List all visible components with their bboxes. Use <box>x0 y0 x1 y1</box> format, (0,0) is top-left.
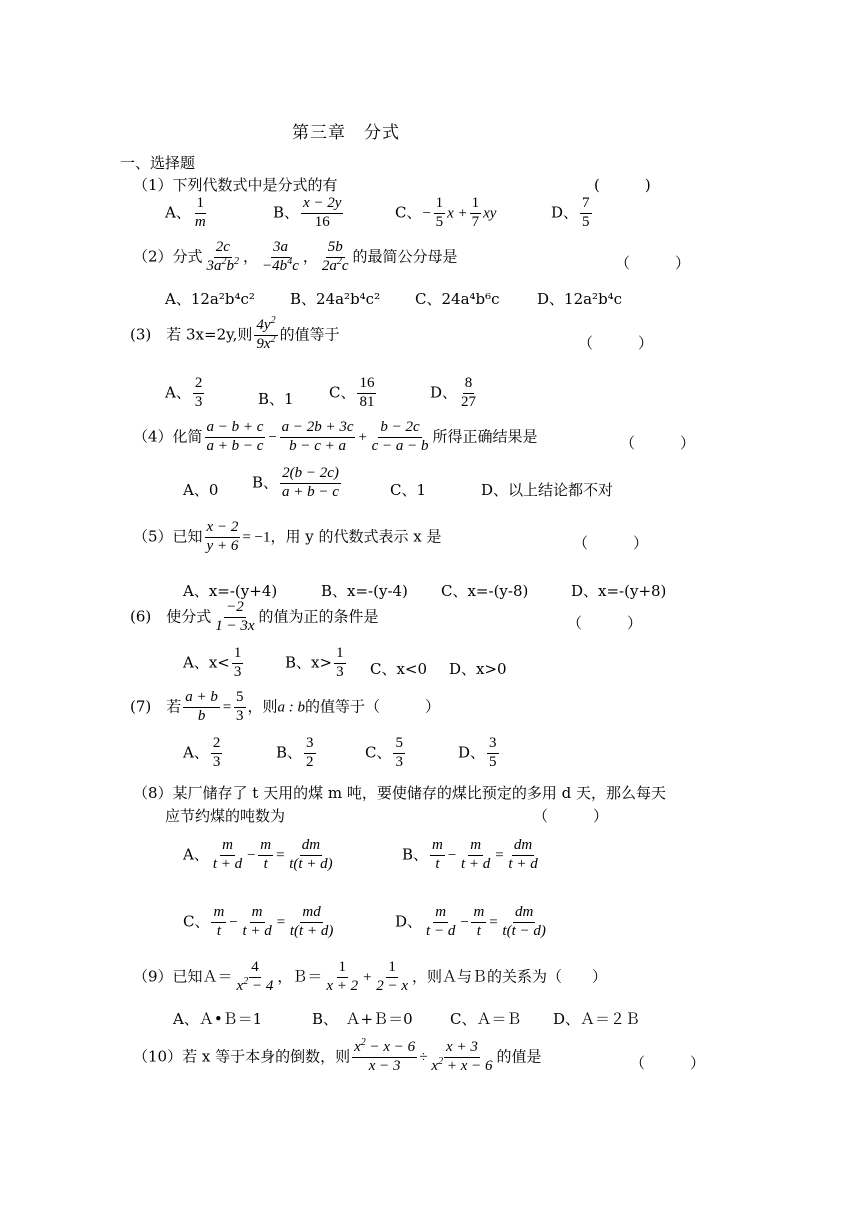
q1-options <box>165 196 210 231</box>
q6-answer-blank: （ ） <box>567 614 643 632</box>
q3-answer-blank: （ ） <box>578 334 654 352</box>
q9-option-b: B、 Ａ+Ｂ＝0 <box>312 1010 413 1028</box>
q1-stem: （1）下列代数式中是分式的有 <box>133 176 338 194</box>
q5-answer-blank: （ ） <box>573 534 649 552</box>
q3-option-a: A、 $\frac{2}{3}$ <box>165 375 203 410</box>
q5-option-a: A、x=-(y+4) <box>183 582 278 600</box>
q6-option-a: A、x< $\frac{1}{3}$ <box>183 645 242 680</box>
q4-answer-blank: （ ） <box>620 434 696 452</box>
q2-answer-blank: （ ） <box>615 254 691 272</box>
q9-option-c: C、Ａ＝Ｂ <box>450 1010 522 1028</box>
q1-option-b: B、 $\frac{x - 2y}{16}$ <box>273 195 342 230</box>
q2-option-a: A、12a²b⁴c² <box>165 290 255 308</box>
q8-stem-line2: 应节约煤的吨数为 <box>165 807 286 825</box>
q2-option-d: D、12a²b⁴c <box>537 290 623 308</box>
q8-option-a: A、 $\frac{m}{t + d}$ − $\frac{m}{t}$ = $\frac{dm}{t(t + d)}$ <box>183 837 333 872</box>
q7-option-d: D、 $\frac{3}{5}$ <box>458 735 497 770</box>
q4-option-d: D、以上结论都不对 <box>481 481 614 499</box>
q4-option-c: C、1 <box>390 481 427 499</box>
q6-stem: (6) 使分式 $\frac{-2}{1 - 3x}$ 的值为正的条件是 <box>130 599 379 634</box>
q2-option-c: C、24a⁴b⁶c <box>415 290 500 308</box>
q10-stem: （10）若 x 等于本身的倒数，则 $\frac{x^2 - x - 6}{x - 3}$ ÷ $\frac{x + 3}{x^2 + x - 6}$ 的值是 <box>133 1037 542 1074</box>
q7-option-c: C、 $\frac{5}{3}$ <box>365 735 403 770</box>
q1-option-a: A、 $\frac{1}{m}$ <box>165 195 206 230</box>
q7-option-b: B、 $\frac{3}{2}$ <box>276 735 314 770</box>
q2-option-b: B、24a²b⁴c² <box>290 290 381 308</box>
q8-option-d: D、 $\frac{m}{t - d}$ − $\frac{m}{t}$ = $\frac{dm}{t(t - d)}$ <box>395 904 546 939</box>
q10-answer-blank: （ ） <box>630 1054 706 1072</box>
q1-option-c: C、− $\frac{1}{5}$ x + $\frac{1}{7}$ xy <box>395 195 497 230</box>
q6-option-d: D、x>0 <box>449 660 507 678</box>
q8-answer-blank: （ ） <box>533 807 609 825</box>
q3-option-c: C、 $\frac{16}{81}$ <box>329 375 375 410</box>
q3-stem: (3) 若 3x=2y,则 $\frac{4y^2}{9x^2}$ 的值等于 <box>130 315 340 352</box>
q5-option-d: D、x=-(y+8) <box>571 582 667 600</box>
q2-stem: （2）分式 $\frac{2c}{3a^2b^2}$ ， $\frac{3a}{-4b^4c}$ ， $\frac{5b}{2a^2c}$ 的最简公分母是 <box>133 239 458 274</box>
section-heading: 一、选择题 <box>120 154 196 172</box>
q3-option-b: B、1 <box>258 390 294 408</box>
q4-option-a: A、0 <box>183 481 219 499</box>
q7-option-a: A、 $\frac{2}{3}$ <box>183 735 221 770</box>
q5-option-c: C、x=-(y-8) <box>441 582 529 600</box>
q8-option-c: C、 $\frac{m}{t}$ − $\frac{m}{t + d}$ = $\frac{md}{t(t + d)}$ <box>183 904 334 939</box>
q6-option-c: C、x<0 <box>370 660 428 678</box>
q9-stem: （9）已知Ａ＝ $\frac{4}{x^2 - 4}$ ，Ｂ＝ $\frac{1}{x + 2}$ + $\frac{1}{2 - x}$ ，则Ａ与Ｂ的关系为（ ） <box>133 959 608 994</box>
q8-stem-line1: （8）某厂储存了 t 天用的煤 m 吨，要使储存的煤比预定的多用 d 天，那么每天 <box>133 784 667 802</box>
q1-option-d: D、 $\frac{7}{5}$ <box>551 195 590 230</box>
q7-stem: (7) 若 $\frac{a + b}{b}$ = $\frac{5}{3}$ ，则a : b的值等于（ ） <box>130 689 441 724</box>
q8-option-b: B、 $\frac{m}{t}$ − $\frac{m}{t + d}$ = $\frac{dm}{t + d}$ <box>402 837 538 872</box>
q6-option-b: B、x> $\frac{1}{3}$ <box>285 645 344 680</box>
q9-option-a: A、Ａ•Ｂ＝1 <box>173 1010 263 1028</box>
q3-option-d: D、 $\frac{8}{27}$ <box>430 375 477 410</box>
page-title: 第三章 分式 <box>292 123 400 143</box>
q4-option-b: B、 $\frac{2(b - 2c)}{a + b - c}$ <box>252 465 339 500</box>
q4-stem: （4）化简 $\frac{a - b + c}{a + b - c}$ − $\frac{a - 2b + 3c}{b - c + a}$ + $\frac{b - 2c}{c - a - b}$ 所得正确结果是 <box>133 419 538 454</box>
q1-answer-blank: ( ) <box>594 176 651 194</box>
q5-stem: （5）已知 $\frac{x - 2}{y + 6}$ = −1，用 y 的代数式表示 x 是 <box>133 519 442 554</box>
q9-option-d: D、Ａ＝２Ｂ <box>553 1010 641 1028</box>
q5-option-b: B、x=-(y-4) <box>321 582 408 600</box>
